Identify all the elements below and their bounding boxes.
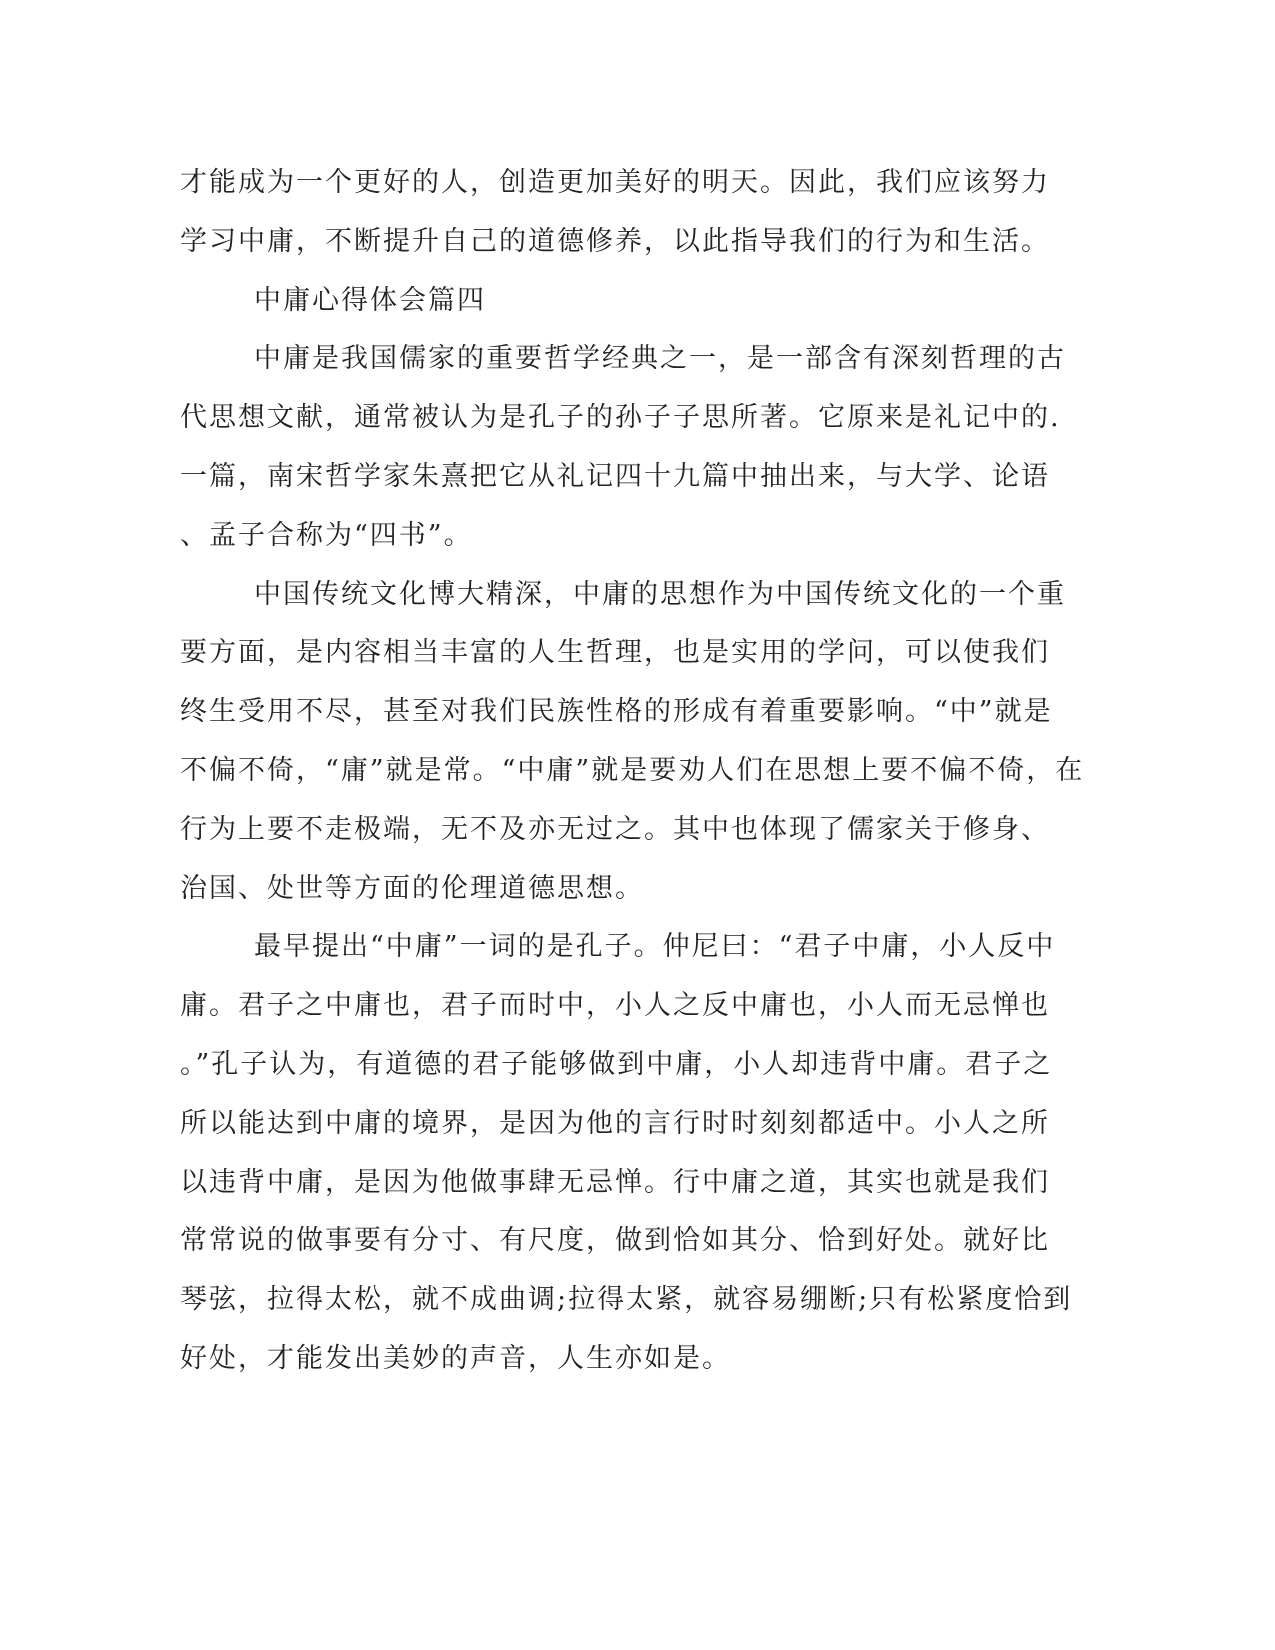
text-line: 中国传统文化博大精深，中庸的思想作为中国传统文化的一个重 [254,578,1066,610]
text-line: 以违背中庸，是因为他做事肆无忌惮。行中庸之道，其实也就是我们 [180,1166,1050,1198]
section-heading: 中庸心得体会篇四 [254,284,486,316]
text-line: 。”孔子认为，有道德的君子能够做到中庸，小人却违背中庸。君子之 [180,1048,1053,1080]
text-line: 、孟子合称为“四书”。 [180,519,473,551]
text-line: 最早提出“中庸”一词的是孔子。仲尼曰：“君子中庸，小人反中 [254,931,1056,963]
text-line: 一篇，南宋哲学家朱熹把它从礼记四十九篇中抽出来，与大学、论语 [180,460,1050,492]
text-line: 学习中庸，不断提升自己的道德修养，以此指导我们的行为和生活。 [180,225,1050,257]
text-line: 要方面，是内容相当丰富的人生哲理，也是实用的学问，可以使我们 [180,637,1050,669]
text-line: 不偏不倚，“庸”就是常。“中庸”就是要劝人们在思想上要不偏不倚，在 [180,754,1085,786]
text-line: 治国、处世等方面的伦理道德思想。 [180,872,644,904]
text-line: 常常说的做事要有分寸、有尺度，做到恰如其分、恰到好处。就好比 [180,1225,1050,1257]
document-body [180,154,1085,1389]
text-line: 琴弦，拉得太松，就不成曲调;拉得太紧，就容易绷断;只有松紧度恰到 [180,1284,1073,1316]
text-line: 才能成为一个更好的人，创造更加美好的明天。因此，我们应该努力 [180,167,1050,198]
text-line: 所以能达到中庸的境界，是因为他的言行时时刻刻都适中。小人之所 [180,1107,1050,1139]
text-line: 终生受用不尽，甚至对我们民族性格的形成有着重要影响。“中”就是 [180,696,1053,728]
text-line: 行为上要不走极端，无不及亦无过之。其中也体现了儒家关于修身、 [180,813,1050,845]
text-line: 好处，才能发出美妙的声音，人生亦如是。 [180,1342,731,1374]
text-line: 庸。君子之中庸也，君子而时中，小人之反中庸也，小人而无忌惮也 [180,990,1050,1022]
text-line: 中庸是我国儒家的重要哲学经典之一，是一部含有深刻哲理的古 [254,343,1066,375]
text-line: 代思想文献，通常被认为是孔子的孙子子思所著。它原来是礼记中的. [180,402,1061,434]
